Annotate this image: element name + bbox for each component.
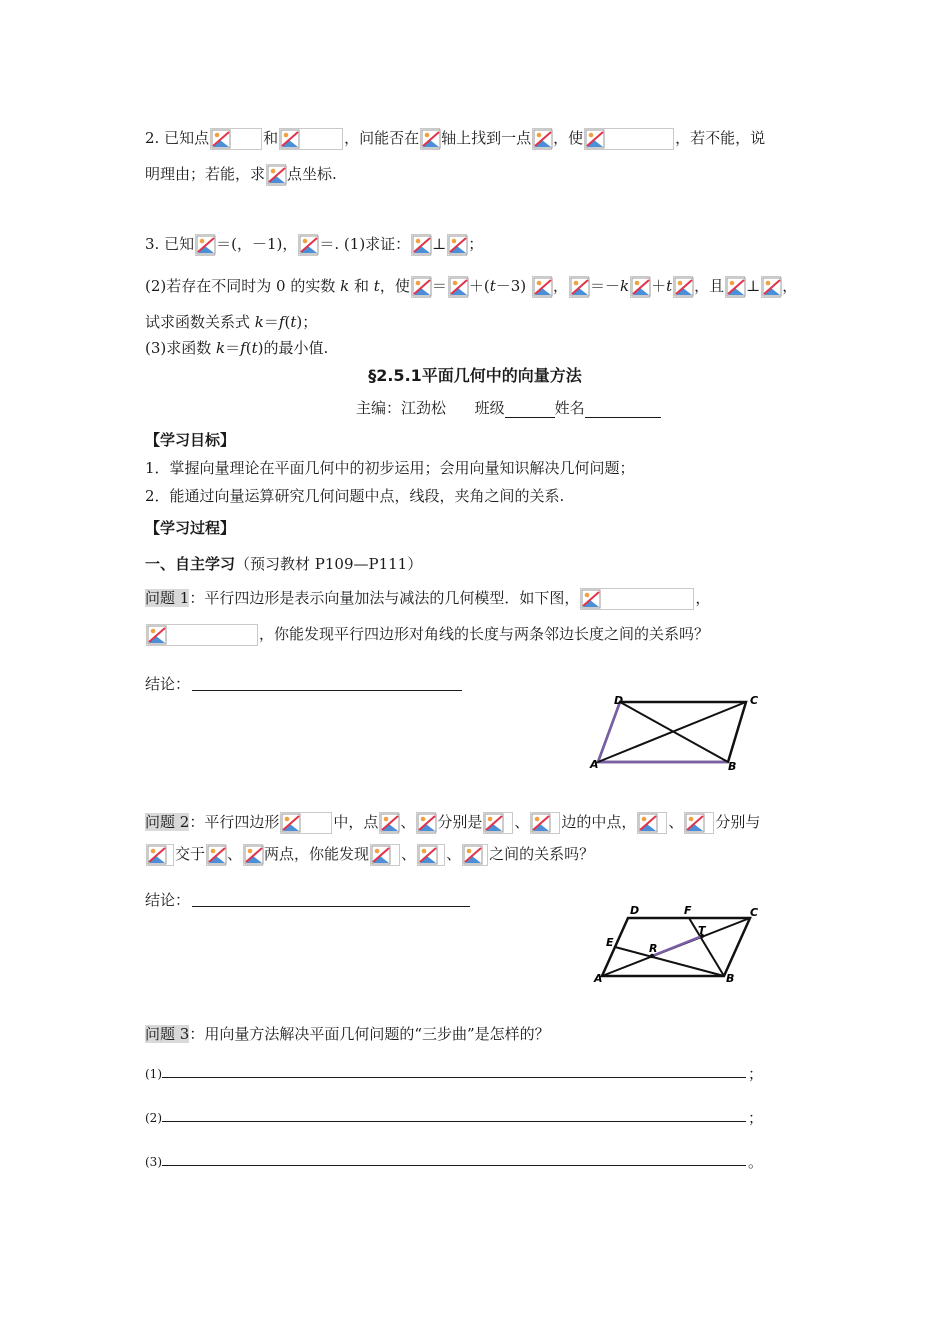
problem-3-line-1: 3. 已知 ＝(，－1)， ＝. (1)求证： ⊥ ； [145,234,483,256]
vertex-label: R [649,942,658,955]
section-title: §2.5.1平面几何中的向量方法 [368,366,582,385]
question-1-conclusion-label: 结论： [145,675,191,693]
broken-image-icon [146,624,258,646]
diagonal-db [620,702,728,762]
step-2-label: (2) [145,1111,162,1125]
step-3-label: (3) [145,1155,162,1169]
step-1-blank-line [162,1077,746,1078]
vertex-label: F [684,904,692,917]
broken-image-icon [580,588,694,610]
broken-image-icon [483,812,513,834]
vertex-label: B [726,972,735,985]
broken-image-icon [447,234,467,256]
vertex-label: T [698,924,706,937]
question-1-line-2: ，你能发现平行四边形对角线的长度与两条邻边长度之间的关系吗？ [145,624,709,646]
broken-image-icon [411,276,431,298]
vertex-label: E [606,936,614,949]
broken-image-icon [280,812,332,834]
question-3-line: 问题 3：用向量方法解决平面几何问题的“三步曲”是怎样的？ [145,1025,550,1043]
broken-image-icon [416,812,436,834]
problem-3-line-3: 试求函数关系式 k＝f(t)； [145,313,318,331]
broken-image-icon [584,128,674,150]
vertex-label: D [614,694,624,707]
question-2-line-1: 问题 2：平行四边形 中，点 、 分别是 、 边的中点， 、 分别与 [145,812,760,834]
question-2-line-2: 交于 、 两点，你能发现 、 、 之间的关系吗？ [145,844,594,866]
goal-item-1: 1．掌握向量理论在平面几何中的初步运用；会用向量知识解决几何问题； [145,459,635,477]
broken-image-icon [630,276,650,298]
question-1-line-1: 问题 1：平行四边形是表示向量加法与减法的几何模型．如下图， ， [145,588,710,610]
broken-image-icon [379,812,399,834]
broken-image-icon [417,844,445,866]
process-heading: 【学习过程】 [145,519,236,537]
broken-image-icon [637,812,667,834]
step-3-end: 。 [748,1153,764,1171]
conclusion-blank-line [192,690,462,691]
question-2-label: 问题 2 [145,813,190,831]
problem-2-line-1: 2. 已知点 和 ，问能否在 轴上找到一点 ，使 ，若不能，说 [145,128,765,150]
broken-image-icon [725,276,745,298]
problem-number: 2. [145,129,160,147]
vertex-label: C [750,906,759,919]
vertex-label: A [590,758,599,771]
broken-image-icon [569,276,589,298]
step-1-end: ； [748,1065,764,1083]
class-blank [505,417,555,418]
goal-item-2: 2．能通过向量运算研究几何问题中点，线段，夹角之间的关系. [145,487,565,505]
name-blank [585,417,661,418]
vertex-label: D [630,904,640,917]
parallelogram-figure-1 [588,690,768,772]
question-2-conclusion-label: 结论： [145,891,191,909]
question-3-label: 问题 3 [145,1025,190,1043]
problem-3-line-4: (3)求函数 k＝f(t)的最小值. [145,339,329,357]
broken-image-icon [206,844,226,866]
broken-image-icon [279,128,343,150]
problem-3-line-2: (2)若存在不同时为 0 的实数 k 和 t，使 ＝ ＋(t－3) ， ＝－k ＋t ，且 ⊥ ， [145,276,797,298]
vertex-label: C [750,694,759,707]
vertex-label: A [594,972,603,985]
broken-image-icon [146,844,174,866]
broken-image-icon [298,234,318,256]
side-ad [598,702,620,762]
broken-image-icon [210,128,262,150]
self-study-heading: 一、自主学习（预习教材 P109—P111） [145,555,423,573]
broken-image-icon [370,844,400,866]
segment-rt [652,936,702,956]
goals-heading: 【学习目标】 [145,431,236,449]
broken-image-icon [420,128,440,150]
step-2-blank-line [162,1121,746,1122]
broken-image-icon [761,276,781,298]
conclusion-blank-line [192,906,470,907]
broken-image-icon [243,844,263,866]
vertex-label: B [728,760,737,772]
broken-image-icon [532,128,552,150]
broken-image-icon [462,844,488,866]
step-1-label: (1) [145,1067,162,1081]
broken-image-icon [448,276,468,298]
step-3-blank-line [162,1165,746,1166]
section-meta: 主编：江劲松 班级 姓名 [356,398,661,418]
step-2-end: ； [748,1109,764,1127]
problem-number: 3. [145,235,160,253]
parallelogram-figure-2 [592,900,772,990]
broken-image-icon [532,276,552,298]
problem-2-line-2: 明理由；若能，求 点坐标. [145,164,337,186]
broken-image-icon [530,812,560,834]
broken-image-icon [411,234,431,256]
broken-image-icon [266,164,286,186]
question-1-label: 问题 1 [145,589,190,607]
segment-eb [615,947,724,976]
broken-image-icon [673,276,693,298]
broken-image-icon [684,812,714,834]
broken-image-icon [195,234,215,256]
